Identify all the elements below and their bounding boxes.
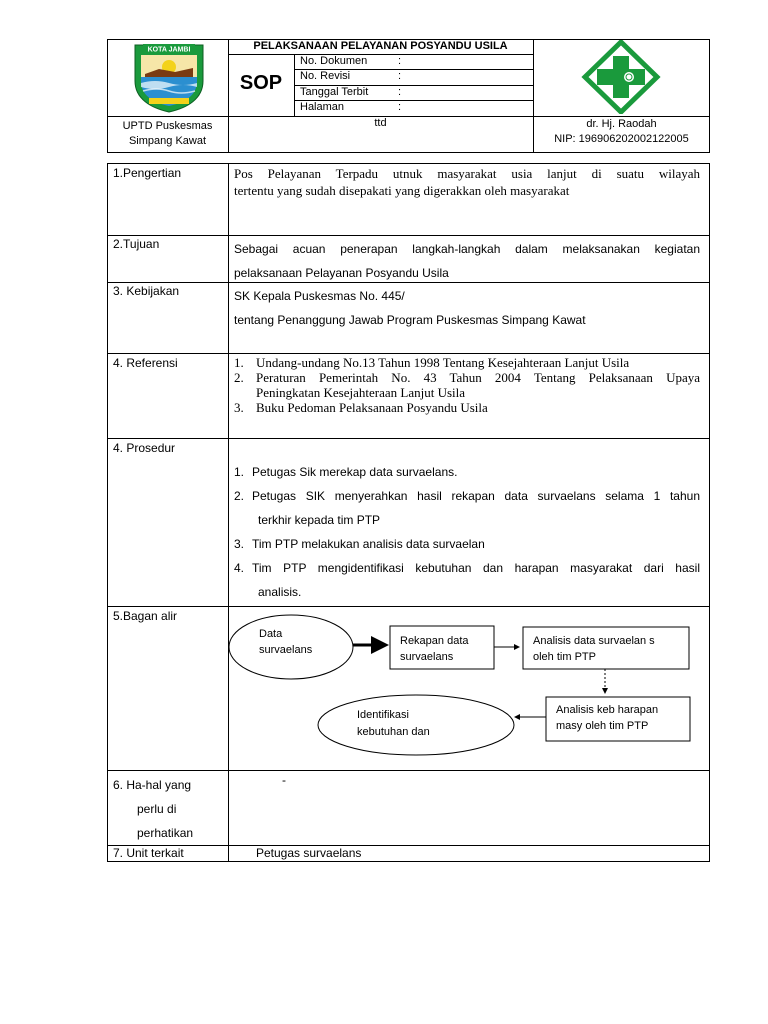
field-sep: : <box>398 55 402 67</box>
flow-node-identifikasi: Identifikasi kebutuhan dan <box>357 709 430 738</box>
kota-jambi-logo <box>131 41 207 113</box>
field-sep: : <box>398 101 402 113</box>
signer: dr. Hj. Raodah NIP: 196906202002122005 <box>554 118 689 145</box>
list-item: 2. Peraturan Pemerintah No. 43 Tahun 2004 Tentang Pelaksanaan Upaya Peningkatan Kesejahteraan Lanjut Usila <box>234 370 700 400</box>
pengertian-text: Pos Pelayanan Terpadu utnuk masyarakat usia lanjut di suatu wilayah tertentu yang sudah disepakati yang digerakkan oleh masyarakat <box>234 166 700 198</box>
flow-node-data: Data survaelans <box>259 628 313 656</box>
referensi-list <box>234 355 700 415</box>
label-unit-terkait: 7. Unit terkait <box>113 846 184 860</box>
document-title: PELAKSANAAN PELAYANAN POSYANDU USILA <box>253 40 508 52</box>
label-referensi: 4. Referensi <box>113 356 178 370</box>
org-name: UPTD Puskesmas Simpang Kawat <box>122 120 213 147</box>
field-halaman: Halaman <box>300 101 345 113</box>
perhatian-value: - <box>282 773 286 787</box>
field-tanggal-terbit: Tanggal Terbit <box>300 86 369 98</box>
list-item: 3. Tim PTP melakukan analisis data survaelan <box>234 537 485 551</box>
tujuan-text: Sebagai acuan penerapan langkah-langkah dalam melaksanakan kegiatan pelaksanaan Pelayanan Posyandu Usila <box>234 242 700 280</box>
label-kebijakan: 3. Kebijakan <box>113 284 180 298</box>
list-item: 2. Petugas SIK menyerahkan hasil rekapan data survaelans selama 1 tahun terkhir kepada tim PTP <box>234 489 700 527</box>
flow-node-rekapan: Rekapan data survaelans <box>400 635 469 663</box>
field-no-dokumen: No. Dokumen <box>300 55 368 67</box>
field-sep: : <box>398 86 402 98</box>
unit-terkait-value: Petugas survaelans <box>256 846 362 860</box>
ttd-label: ttd <box>374 117 387 129</box>
prosedur-list <box>234 460 700 604</box>
label-bagan-alir: 5.Bagan alir <box>113 609 178 623</box>
flow-node-analisis-keb: Analisis keb harapan masy oleh tim PTP <box>556 704 659 732</box>
label-tujuan: 2.Tujuan <box>113 237 160 251</box>
puskesmas-logo <box>581 40 661 114</box>
label-pengertian: 1.Pengertian <box>113 166 182 180</box>
list-item: 3. Buku Pedoman Pelaksanaan Posyandu Usila <box>234 400 488 415</box>
flow-node-analisis: Analisis data survaelan s oleh tim PTP <box>533 635 655 663</box>
list-item: 1. Petugas Sik merekap data survaelans. <box>234 465 458 479</box>
sop-label: SOP <box>239 72 283 94</box>
kebijakan-text: SK Kepala Puskesmas No. 445/ tentang Penanggung Jawab Program Puskesmas Simpang Kawat <box>234 289 586 327</box>
list-item: 4. Tim PTP mengidentifikasi kebutuhan dan harapan masyarakat dari hasil analisis. <box>234 561 700 599</box>
field-sep: : <box>398 70 402 82</box>
list-item: 1. Undang-undang No.13 Tahun 1998 Tentang Kesejahteraan Lanjut Usila <box>234 355 630 370</box>
label-prosedur: 4. Prosedur <box>113 441 176 455</box>
logo-text: KOTA JAMBI <box>147 46 191 54</box>
label-perhatian: 6. Ha-hal yang perlu di perhatikan <box>113 778 194 840</box>
field-no-revisi: No. Revisi <box>300 70 351 82</box>
